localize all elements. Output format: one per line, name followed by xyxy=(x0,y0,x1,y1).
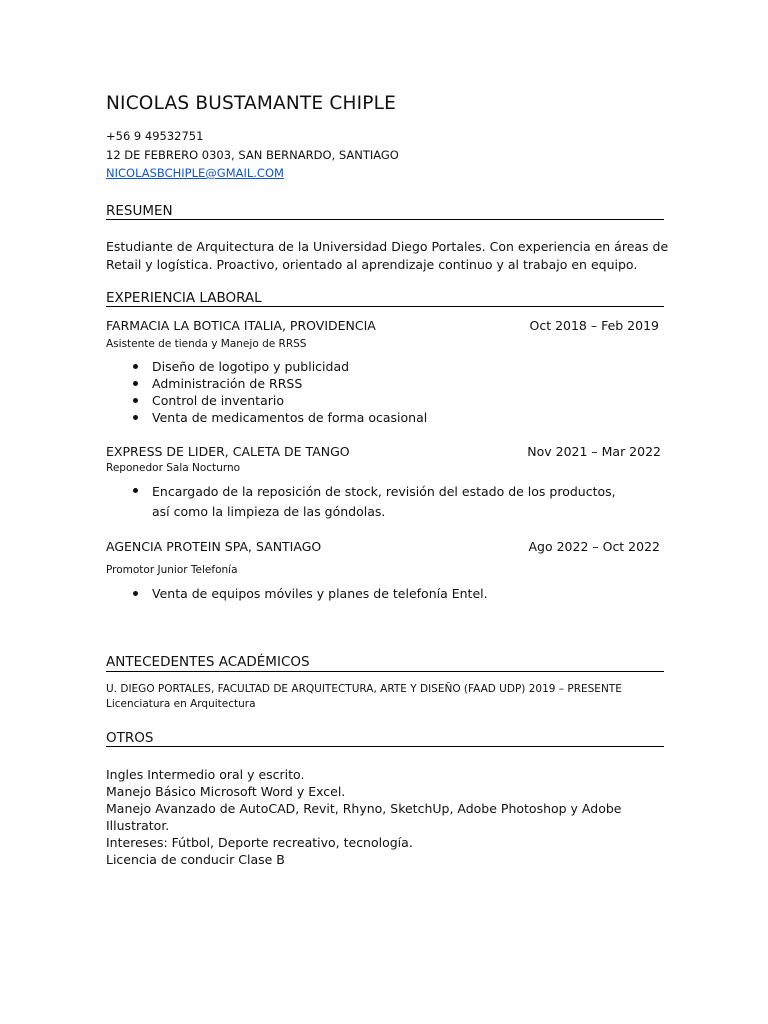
list-item: Venta de medicamentos de forma ocasional xyxy=(106,409,427,426)
education-dates: 2019 – PRESENTE xyxy=(528,683,622,695)
list-item: Diseño de logotipo y publicidad xyxy=(106,358,427,375)
job-dates: Ago 2022 – Oct 2022 xyxy=(528,539,660,554)
list-item: Control de inventario xyxy=(106,392,427,409)
job-role: Promotor Junior Telefonía xyxy=(106,564,238,576)
experience-divider xyxy=(106,306,664,307)
summary-heading: RESUMEN xyxy=(106,203,173,219)
job-company: EXPRESS DE LIDER, CALETA DE TANGO xyxy=(106,444,350,459)
education-school-line xyxy=(106,683,622,695)
others-line: Licencia de conducir Clase B xyxy=(106,852,285,867)
summary-line-2: Retail y logística. Proactivo, orientado al aprendizaje continuo y al trabajo en equipo. xyxy=(106,257,638,272)
education-divider xyxy=(106,671,664,672)
job-role: Asistente de tienda y Manejo de RRSS xyxy=(106,338,307,350)
others-line: Manejo Básico Microsoft Word y Excel. xyxy=(106,784,346,799)
experience-heading: EXPERIENCIA LABORAL xyxy=(106,290,262,306)
others-divider xyxy=(106,746,664,747)
others-heading: OTROS xyxy=(106,730,154,746)
list-item: Administración de RRSS xyxy=(106,375,427,392)
job-bullet-list xyxy=(106,482,636,521)
job-role: Reponedor Sala Nocturno xyxy=(106,462,241,474)
job-company: FARMACIA LA BOTICA ITALIA, PROVIDENCIA xyxy=(106,318,376,333)
job-bullet-list xyxy=(106,358,427,426)
list-item: Encargado de la reposición de stock, revisión del estado de los productos, así como la limpieza de las góndolas. xyxy=(106,482,636,521)
email-link[interactable]: NICOLASBCHIPLE@GMAIL.COM xyxy=(106,166,284,180)
summary-line-1: Estudiante de Arquitectura de la Universidad Diego Portales. Con experiencia en áreas de xyxy=(106,239,669,254)
education-school: U. DIEGO PORTALES, FACULTAD DE ARQUITECTURA, ARTE Y DISEÑO (FAAD UDP) xyxy=(106,683,526,695)
candidate-name: NICOLAS BUSTAMANTE CHIPLE xyxy=(106,93,397,114)
list-item: Venta de equipos móviles y planes de telefonía Entel. xyxy=(106,585,488,602)
education-heading: ANTECEDENTES ACADÉMICOS xyxy=(106,654,310,670)
job-bullet-list xyxy=(106,585,488,602)
education-degree: Licenciatura en Arquitectura xyxy=(106,698,256,710)
job-company: AGENCIA PROTEIN SPA, SANTIAGO xyxy=(106,539,322,554)
summary-divider xyxy=(106,219,664,220)
job-dates: Nov 2021 – Mar 2022 xyxy=(527,444,661,459)
address: 12 DE FEBRERO 0303, SAN BERNARDO, SANTIAGO xyxy=(106,148,399,162)
others-line: Manejo Avanzado de AutoCAD, Revit, Rhyno, SketchUp, Adobe Photoshop y Adobe xyxy=(106,801,622,816)
phone-number: +56 9 49532751 xyxy=(106,129,204,143)
others-line: Ingles Intermedio oral y escrito. xyxy=(106,767,305,782)
others-line: Illustrator. xyxy=(106,818,170,833)
others-line: Intereses: Fútbol, Deporte recreativo, tecnología. xyxy=(106,835,413,850)
job-dates: Oct 2018 – Feb 2019 xyxy=(529,318,659,333)
